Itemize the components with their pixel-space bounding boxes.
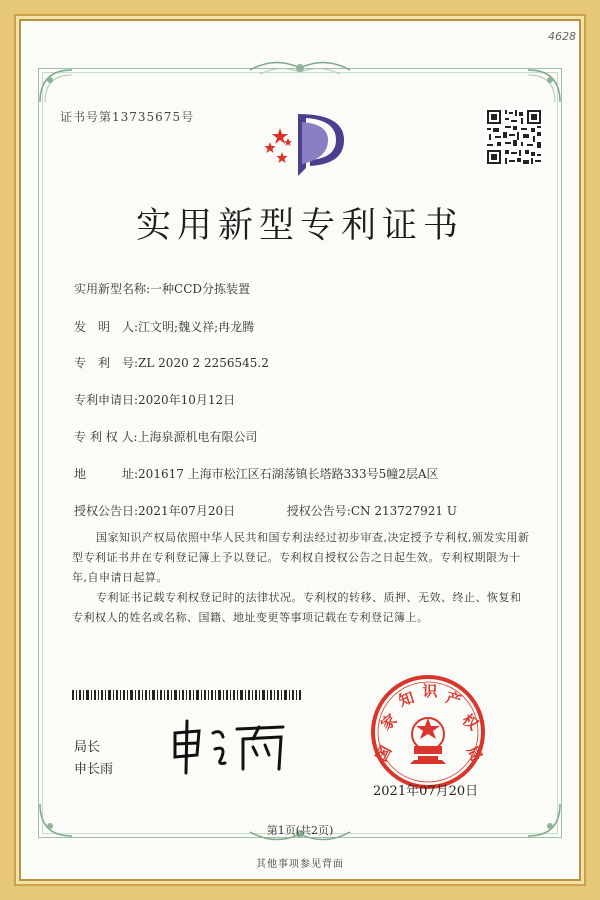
svg-text:识: 识 bbox=[422, 682, 438, 700]
corner-ornament-icon bbox=[524, 66, 564, 106]
statement-paragraph-1: 国家知识产权局依照中华人民共和国专利法经过初步审查,决定授予专利权,颁发实用新型专利证书并在专利登记簿上予以登记。专利权自授权公告之日起生效。专利权期限为十年,自申请日起算。 bbox=[72, 531, 530, 584]
director-signature-icon bbox=[165, 715, 295, 775]
svg-text:权: 权 bbox=[458, 710, 482, 734]
field-value: 江文明;魏义祥;冉龙腾 bbox=[138, 320, 255, 334]
field-patent-number bbox=[74, 354, 269, 371]
director-title: 局长 bbox=[74, 740, 101, 755]
field-address bbox=[74, 465, 439, 482]
official-seal-icon bbox=[368, 672, 488, 792]
field-inventors bbox=[74, 318, 254, 335]
certificate-title: 实用新型专利证书 bbox=[135, 206, 464, 246]
field-label: 地 址: bbox=[74, 467, 139, 481]
field-value: 2020年10月12日 bbox=[138, 393, 236, 407]
field-value: 201617 上海市松江区石湖荡镇长塔路333号5幢2层A区 bbox=[138, 467, 439, 481]
field-utility-model-name bbox=[74, 280, 250, 297]
page-number: 第1页(共2页) bbox=[266, 824, 334, 837]
field-patentee bbox=[74, 428, 258, 445]
seal-date: 2021年07月20日 bbox=[373, 784, 479, 799]
field-value: 上海泉源机电有限公司 bbox=[137, 430, 258, 444]
certificate-number: 证书号第13735675号 bbox=[60, 110, 195, 124]
svg-text:知: 知 bbox=[396, 688, 417, 711]
grant-date-label: 授权公告日: bbox=[74, 504, 139, 518]
handwritten-number: 4628 bbox=[548, 30, 576, 43]
field-label: 专利申请日: bbox=[74, 393, 139, 407]
grant-number-label: 授权公告号: bbox=[286, 504, 351, 518]
grant-number: CN 213727921 U bbox=[350, 504, 457, 518]
field-value: 一种CCD分拣装置 bbox=[150, 282, 251, 296]
cnipa-logo-icon bbox=[258, 108, 350, 178]
svg-text:家: 家 bbox=[377, 710, 401, 734]
top-ornament-icon bbox=[240, 56, 360, 80]
grant-date: 2021年07月20日 bbox=[138, 504, 236, 518]
corner-ornament-icon bbox=[36, 66, 76, 106]
field-label: 实用新型名称: bbox=[74, 282, 151, 296]
field-value: ZL 2020 2 2256545.2 bbox=[138, 356, 269, 370]
svg-text:局: 局 bbox=[462, 742, 486, 765]
field-grant-info bbox=[74, 502, 457, 519]
field-label: 专 利 号: bbox=[74, 356, 139, 370]
director-name: 申长雨 bbox=[74, 762, 114, 777]
svg-text:产: 产 bbox=[443, 688, 464, 711]
field-label: 发 明 人: bbox=[74, 320, 139, 334]
statement-paragraph-2: 专利证书记载专利权登记时的法律状况。专利权的转移、质押、无效、终止、恢复和专利权人的姓名或名称、国籍、地址变更等事项记载在专利登记簿上。 bbox=[72, 591, 522, 624]
field-label: 专 利 权 人: bbox=[74, 430, 138, 444]
barcode-icon bbox=[72, 690, 302, 700]
qr-code-icon bbox=[485, 108, 543, 166]
svg-text:国: 国 bbox=[372, 742, 396, 765]
footer-note: 其他事项参见背面 bbox=[256, 859, 344, 870]
field-application-date bbox=[74, 391, 235, 408]
